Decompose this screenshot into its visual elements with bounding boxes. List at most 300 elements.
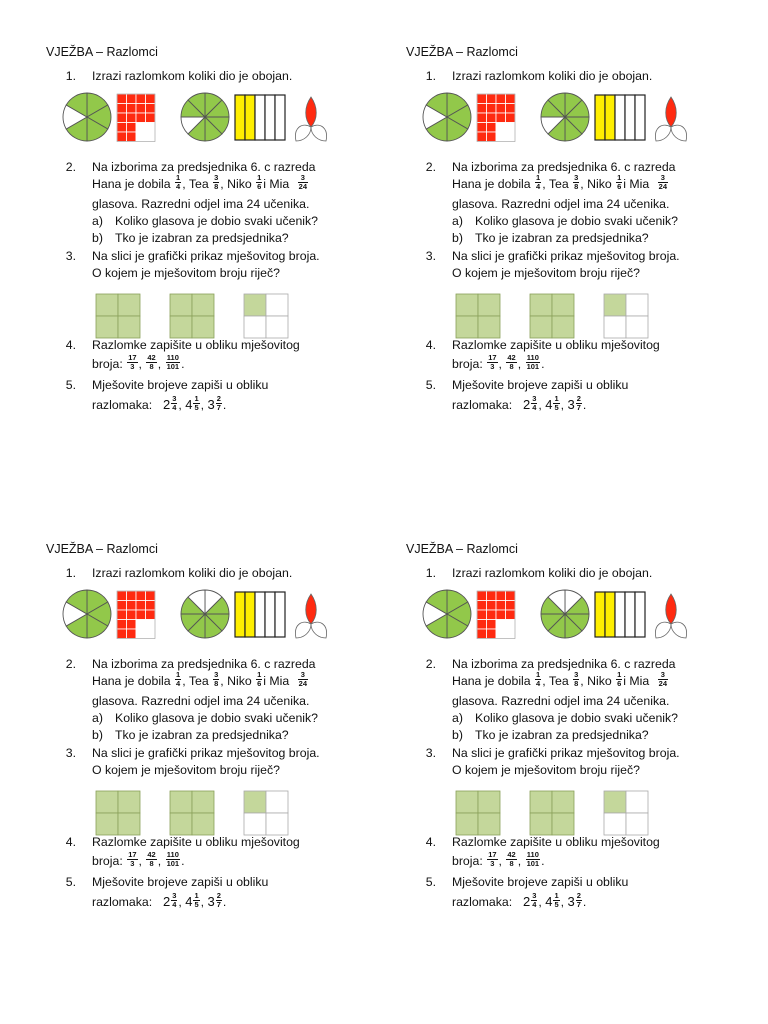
- mixed-fraction: $\frac{2}{7}$: [216, 891, 221, 910]
- question-2-votes-line: [92, 173, 309, 193]
- bar-segment: [235, 592, 245, 637]
- question-number: 4.: [65, 835, 76, 849]
- subquestion-label: a): [92, 214, 103, 228]
- mia-label: i Mia: [263, 177, 290, 191]
- question-text-line-1: Mješovite brojeve zapiši u obliku: [452, 378, 629, 392]
- question-2a: [92, 710, 319, 726]
- grid-cell: [506, 629, 516, 639]
- grid-square: [456, 791, 478, 813]
- grid-cell: [136, 620, 146, 630]
- mixed-whole: 3: [207, 397, 215, 412]
- period: .: [181, 854, 185, 868]
- question-text-line-1: Mješovite brojeve zapiši u obliku: [92, 875, 269, 889]
- grid-cell: [506, 132, 516, 142]
- mixed-whole: 3: [567, 894, 575, 909]
- grid-cell: [117, 591, 127, 601]
- yellow-bars-figure: [595, 95, 645, 140]
- separator: ,: [560, 398, 565, 412]
- grid-square: [170, 813, 192, 835]
- subquestion-label: b): [452, 728, 463, 742]
- grid-cell: [477, 123, 487, 133]
- grid-cell: [487, 610, 497, 620]
- grid-square: [478, 813, 500, 835]
- question-5-mixed-numbers: [452, 394, 587, 414]
- grid-full-1: [456, 294, 500, 338]
- grid-cell: [506, 104, 516, 114]
- question-number: 1.: [65, 69, 76, 83]
- grid-full-2: [530, 294, 574, 338]
- fraction-110-101: $\frac{110}{101}$: [166, 353, 180, 372]
- bar-segment: [245, 95, 255, 140]
- bar-segment: [235, 95, 245, 140]
- question-number: 3.: [65, 249, 76, 263]
- separator: ,: [560, 895, 565, 909]
- question-number: 3.: [65, 746, 76, 760]
- q1-figures: [62, 92, 322, 144]
- question-5-mixed-numbers: [452, 891, 587, 911]
- broja-label: broja:: [452, 854, 483, 868]
- fraction-tea: $\frac{3}{8}$: [214, 670, 219, 689]
- grid-square: [604, 294, 626, 316]
- subquestion-text: Koliko glasova je dobio svaki učenik?: [115, 214, 319, 228]
- bar-segment: [245, 592, 255, 637]
- fraction-hana: $\frac{1}{4}$: [536, 173, 541, 192]
- mixed-whole: 4: [185, 894, 193, 909]
- question-number: 5.: [425, 378, 436, 392]
- circle-sixths-figure: [423, 590, 471, 638]
- grid-square: [552, 813, 574, 835]
- circle-eighths-figure: [541, 590, 589, 638]
- q3-figures: [456, 294, 656, 330]
- fraction-niko: $\frac{1}{6}$: [617, 173, 622, 192]
- red-grid-figure: [117, 591, 155, 639]
- hana-label: Hana je dobila: [452, 177, 531, 191]
- grid-square: [244, 813, 266, 835]
- question-text: Izrazi razlomkom koliki dio je obojan.: [452, 566, 653, 580]
- red-grid-figure: [477, 94, 515, 142]
- grid-cell: [127, 132, 137, 142]
- question-number: 1.: [425, 69, 436, 83]
- grid-cell: [127, 94, 137, 104]
- razlomaka-label: razlomaka:: [452, 398, 513, 412]
- mixed-fraction: $\frac{1}{5}$: [554, 891, 559, 910]
- grid-cell: [117, 610, 127, 620]
- separator: ,: [138, 854, 142, 868]
- mixed-whole: 4: [185, 397, 193, 412]
- grid-square: [192, 791, 214, 813]
- separator: ,: [517, 357, 522, 371]
- grid-full-2: [530, 791, 574, 835]
- question-text-line-1: Na izborima za predsjednika 6. c razreda: [452, 657, 676, 671]
- circle-eighths-figure: [541, 93, 589, 141]
- grid-cell: [146, 123, 156, 133]
- question-text-line-1: Razlomke zapišite u obliku mješovitog: [452, 338, 660, 352]
- separator: ,: [498, 357, 502, 371]
- bar-segment: [615, 95, 625, 140]
- grid-cell: [117, 601, 127, 611]
- grid-cell: [506, 123, 516, 133]
- grid-square: [96, 813, 118, 835]
- tea-label: , Tea: [542, 674, 569, 688]
- question-4-fractions: [92, 353, 185, 373]
- question-number: 5.: [425, 875, 436, 889]
- grid-cell: [477, 104, 487, 114]
- question-number: 5.: [65, 875, 76, 889]
- niko-label: , Niko: [220, 674, 252, 688]
- grid-cell: [477, 620, 487, 630]
- grid-square: [170, 316, 192, 338]
- grid-cell: [496, 601, 506, 611]
- question-text-line-1: Na izborima za predsjednika 6. c razreda: [452, 160, 676, 174]
- subquestion-label: a): [452, 711, 463, 725]
- bar-segment: [595, 95, 605, 140]
- grid-cell: [127, 113, 137, 123]
- grid-cell: [487, 629, 497, 639]
- grid-cell: [146, 132, 156, 142]
- mia-label: i Mia: [623, 177, 650, 191]
- bar-segment: [635, 95, 645, 140]
- grid-cell: [477, 132, 487, 142]
- grid-cell: [136, 629, 146, 639]
- grid-square: [170, 294, 192, 316]
- yellow-bars-figure: [235, 95, 285, 140]
- circle-eighths-figure: [181, 93, 229, 141]
- grid-cell: [487, 104, 497, 114]
- red-grid-figure: [117, 94, 155, 142]
- fraction-17-3: $\frac{17}{3}$: [128, 850, 137, 869]
- subquestion-text: Tko je izabran za predsjednika?: [475, 728, 649, 742]
- grid-cell: [136, 610, 146, 620]
- razlomaka-label: razlomaka:: [92, 398, 153, 412]
- question-2b: [92, 727, 289, 743]
- separator: ,: [538, 398, 542, 412]
- fraction-42-8: $\frac{42}{8}$: [147, 850, 156, 869]
- q3-figures: [96, 791, 296, 827]
- question-text-line-1: Na slici je grafički prikaz mješovitog broja.: [92, 746, 320, 760]
- worksheet-title: VJEŽBA – Razlomci: [46, 45, 158, 59]
- mixed-whole: 3: [207, 894, 215, 909]
- grid-square: [530, 791, 552, 813]
- question-2b: [92, 230, 289, 246]
- subquestion-label: b): [92, 728, 103, 742]
- q1-figures: [62, 589, 322, 641]
- question-number: 4.: [65, 338, 76, 352]
- question-3-line-2: O kojem je mješovitom broju riječ?: [92, 266, 280, 280]
- question-number: 2.: [65, 657, 76, 671]
- grid-cell: [477, 601, 487, 611]
- grid-cell: [136, 94, 146, 104]
- yellow-bars-figure: [235, 592, 285, 637]
- mixed-whole: 2: [522, 397, 531, 412]
- grid-square: [626, 813, 648, 835]
- grid-square: [604, 316, 626, 338]
- separator: ,: [178, 895, 182, 909]
- broja-label: broja:: [452, 357, 483, 371]
- question-2-votes-line: [452, 173, 669, 193]
- question-3-line-2: O kojem je mješovitom broju riječ?: [452, 763, 640, 777]
- fraction-hana: $\frac{1}{4}$: [536, 670, 541, 689]
- subquestion-text: Tko je izabran za predsjednika?: [475, 231, 649, 245]
- grid-cell: [496, 620, 506, 630]
- grid-cell: [146, 113, 156, 123]
- question-2-votes-line: [92, 670, 309, 690]
- grid-cell: [117, 113, 127, 123]
- bar-segment: [265, 95, 275, 140]
- grid-square: [552, 294, 574, 316]
- fraction-17-3: $\frac{17}{3}$: [128, 353, 137, 372]
- grid-cell: [506, 94, 516, 104]
- period: .: [541, 357, 545, 371]
- grid-cell: [146, 610, 156, 620]
- grid-square: [626, 294, 648, 316]
- bar-segment: [635, 592, 645, 637]
- fraction-110-101: $\frac{110}{101}$: [526, 353, 540, 372]
- subquestion-text: Tko je izabran za predsjednika?: [115, 231, 289, 245]
- tea-label: , Tea: [182, 674, 209, 688]
- grid-cell: [127, 601, 137, 611]
- question-2b: [452, 230, 649, 246]
- grid-cell: [506, 620, 516, 630]
- bar-segment: [625, 95, 635, 140]
- grid-square: [478, 294, 500, 316]
- grid-cell: [136, 104, 146, 114]
- circle-sixths-figure: [423, 93, 471, 141]
- grid-square: [244, 316, 266, 338]
- separator: ,: [178, 398, 182, 412]
- grid-cell: [136, 132, 146, 142]
- fraction-tea: $\frac{3}{8}$: [574, 173, 579, 192]
- grid-square: [266, 316, 288, 338]
- grid-cell: [117, 123, 127, 133]
- bar-segment: [255, 592, 265, 637]
- fraction-tea: $\frac{3}{8}$: [214, 173, 219, 192]
- question-2-line-3: glasova. Razredni odjel ima 24 učenika.: [92, 197, 310, 211]
- question-2-votes-line: [452, 670, 669, 690]
- grid-cell: [496, 629, 506, 639]
- question-5-mixed-numbers: [92, 891, 227, 911]
- circle-sixths-figure: [63, 93, 111, 141]
- grid-cell: [136, 113, 146, 123]
- grid-square: [478, 316, 500, 338]
- grid-square: [96, 316, 118, 338]
- grid-cell: [487, 123, 497, 133]
- grid-cell: [146, 591, 156, 601]
- question-2-line-3: glasova. Razredni odjel ima 24 učenika.: [452, 197, 670, 211]
- grid-square: [530, 813, 552, 835]
- mixed-whole: 2: [162, 397, 171, 412]
- separator: ,: [538, 895, 542, 909]
- mia-label: i Mia: [623, 674, 650, 688]
- circle-eighths-figure: [181, 590, 229, 638]
- grid-cell: [136, 591, 146, 601]
- fraction-hana: $\frac{1}{4}$: [176, 173, 181, 192]
- grid-full-1: [96, 294, 140, 338]
- worksheet-title: VJEŽBA – Razlomci: [46, 542, 158, 556]
- question-4-fractions: [452, 850, 545, 870]
- question-2a: [452, 710, 679, 726]
- grid-square: [456, 294, 478, 316]
- question-2-line-3: glasova. Razredni odjel ima 24 učenika.: [452, 694, 670, 708]
- q3-figures: [456, 791, 656, 827]
- grid-square: [266, 791, 288, 813]
- question-number: 1.: [425, 566, 436, 580]
- grid-cell: [127, 620, 137, 630]
- mixed-fraction: $\frac{1}{5}$: [554, 394, 559, 413]
- grid-cell: [506, 601, 516, 611]
- question-3-line-2: O kojem je mješovitom broju riječ?: [452, 266, 640, 280]
- fraction-niko: $\frac{1}{6}$: [257, 670, 262, 689]
- q1-figures: [422, 92, 682, 144]
- question-text-line-1: Razlomke zapišite u obliku mješovitog: [452, 835, 660, 849]
- mixed-fraction: $\frac{2}{7}$: [216, 394, 221, 413]
- bar-segment: [595, 592, 605, 637]
- fraction-42-8: $\frac{42}{8}$: [507, 850, 516, 869]
- question-number: 5.: [65, 378, 76, 392]
- grid-cell: [117, 132, 127, 142]
- hana-label: Hana je dobila: [452, 674, 531, 688]
- question-number: 3.: [425, 249, 436, 263]
- mixed-whole: 4: [545, 894, 553, 909]
- fraction-42-8: $\frac{42}{8}$: [507, 353, 516, 372]
- fraction-17-3: $\frac{17}{3}$: [488, 353, 497, 372]
- question-text: Izrazi razlomkom koliki dio je obojan.: [92, 69, 293, 83]
- grid-square: [478, 791, 500, 813]
- flower-figure: [295, 97, 326, 141]
- question-4-fractions: [92, 850, 185, 870]
- question-text-line-1: Na slici je grafički prikaz mješovitog broja.: [452, 746, 680, 760]
- fraction-42-8: $\frac{42}{8}$: [147, 353, 156, 372]
- subquestion-text: Tko je izabran za predsjednika?: [115, 728, 289, 742]
- bar-segment: [615, 592, 625, 637]
- grid-full-1: [96, 791, 140, 835]
- fraction-mia: $\frac{3}{24}$: [298, 173, 308, 192]
- bar-segment: [275, 592, 285, 637]
- subquestion-label: b): [92, 231, 103, 245]
- grid-quarter: [604, 294, 648, 338]
- mixed-fraction: $\frac{3}{4}$: [532, 891, 537, 910]
- grid-square: [530, 316, 552, 338]
- grid-square: [118, 791, 140, 813]
- grid-cell: [496, 94, 506, 104]
- fraction-17-3: $\frac{17}{3}$: [488, 850, 497, 869]
- grid-cell: [477, 610, 487, 620]
- question-number: 2.: [425, 657, 436, 671]
- mixed-whole: 2: [522, 894, 531, 909]
- grid-cell: [477, 113, 487, 123]
- grid-square: [118, 813, 140, 835]
- question-2a: [92, 213, 319, 229]
- niko-label: , Niko: [580, 177, 612, 191]
- mixed-fraction: $\frac{3}{4}$: [532, 394, 537, 413]
- razlomaka-label: razlomaka:: [452, 895, 513, 909]
- grid-square: [244, 791, 266, 813]
- grid-cell: [136, 601, 146, 611]
- grid-square: [626, 791, 648, 813]
- grid-cell: [477, 94, 487, 104]
- grid-cell: [127, 123, 137, 133]
- circle-sixths-figure: [63, 590, 111, 638]
- yellow-bars-figure: [595, 592, 645, 637]
- grid-square: [192, 813, 214, 835]
- grid-cell: [496, 104, 506, 114]
- question-2b: [452, 727, 649, 743]
- grid-cell: [487, 132, 497, 142]
- grid-quarter: [604, 791, 648, 835]
- grid-cell: [487, 591, 497, 601]
- question-5-mixed-numbers: [92, 394, 227, 414]
- question-text-line-1: Na izborima za predsjednika 6. c razreda: [92, 160, 316, 174]
- grid-cell: [117, 629, 127, 639]
- question-text-line-1: Na izborima za predsjednika 6. c razreda: [92, 657, 316, 671]
- bar-segment: [605, 95, 615, 140]
- mixed-fraction: $\frac{1}{5}$: [194, 891, 199, 910]
- niko-label: , Niko: [580, 674, 612, 688]
- grid-cell: [506, 610, 516, 620]
- grid-cell: [496, 113, 506, 123]
- grid-square: [604, 791, 626, 813]
- grid-square: [456, 813, 478, 835]
- tea-label: , Tea: [542, 177, 569, 191]
- fraction-niko: $\frac{1}{6}$: [257, 173, 262, 192]
- period: .: [222, 895, 227, 909]
- period: .: [582, 895, 587, 909]
- subquestion-text: Koliko glasova je dobio svaki učenik?: [475, 214, 679, 228]
- question-3-line-2: O kojem je mješovitom broju riječ?: [92, 763, 280, 777]
- fraction-niko: $\frac{1}{6}$: [617, 670, 622, 689]
- question-number: 2.: [425, 160, 436, 174]
- grid-square: [118, 316, 140, 338]
- question-text-line-1: Mješovite brojeve zapiši u obliku: [452, 875, 629, 889]
- razlomaka-label: razlomaka:: [92, 895, 153, 909]
- question-text-line-1: Mješovite brojeve zapiši u obliku: [92, 378, 269, 392]
- grid-cell: [136, 123, 146, 133]
- grid-full-2: [170, 294, 214, 338]
- grid-cell: [117, 94, 127, 104]
- grid-cell: [487, 113, 497, 123]
- mixed-whole: 4: [545, 397, 553, 412]
- grid-cell: [146, 620, 156, 630]
- grid-quarter: [244, 791, 288, 835]
- period: .: [181, 357, 185, 371]
- question-text: Izrazi razlomkom koliki dio je obojan.: [92, 566, 293, 580]
- question-number: 4.: [425, 835, 436, 849]
- fraction-tea: $\frac{3}{8}$: [574, 670, 579, 689]
- grid-cell: [127, 591, 137, 601]
- mixed-fraction: $\frac{1}{5}$: [194, 394, 199, 413]
- mixed-whole: 3: [567, 397, 575, 412]
- fraction-110-101: $\frac{110}{101}$: [166, 850, 180, 869]
- separator: ,: [498, 854, 502, 868]
- grid-square: [530, 294, 552, 316]
- question-text-line-1: Razlomke zapišite u obliku mješovitog: [92, 338, 300, 352]
- worksheet-title: VJEŽBA – Razlomci: [406, 45, 518, 59]
- mia-label: i Mia: [263, 674, 290, 688]
- question-number: 4.: [425, 338, 436, 352]
- grid-square: [192, 294, 214, 316]
- grid-cell: [146, 629, 156, 639]
- grid-quarter: [244, 294, 288, 338]
- grid-cell: [496, 591, 506, 601]
- broja-label: broja:: [92, 854, 123, 868]
- grid-cell: [477, 591, 487, 601]
- red-grid-figure: [477, 591, 515, 639]
- mixed-whole: 2: [162, 894, 171, 909]
- mixed-fraction: $\frac{3}{4}$: [172, 394, 177, 413]
- grid-cell: [506, 591, 516, 601]
- grid-cell: [496, 610, 506, 620]
- grid-cell: [146, 104, 156, 114]
- grid-square: [192, 316, 214, 338]
